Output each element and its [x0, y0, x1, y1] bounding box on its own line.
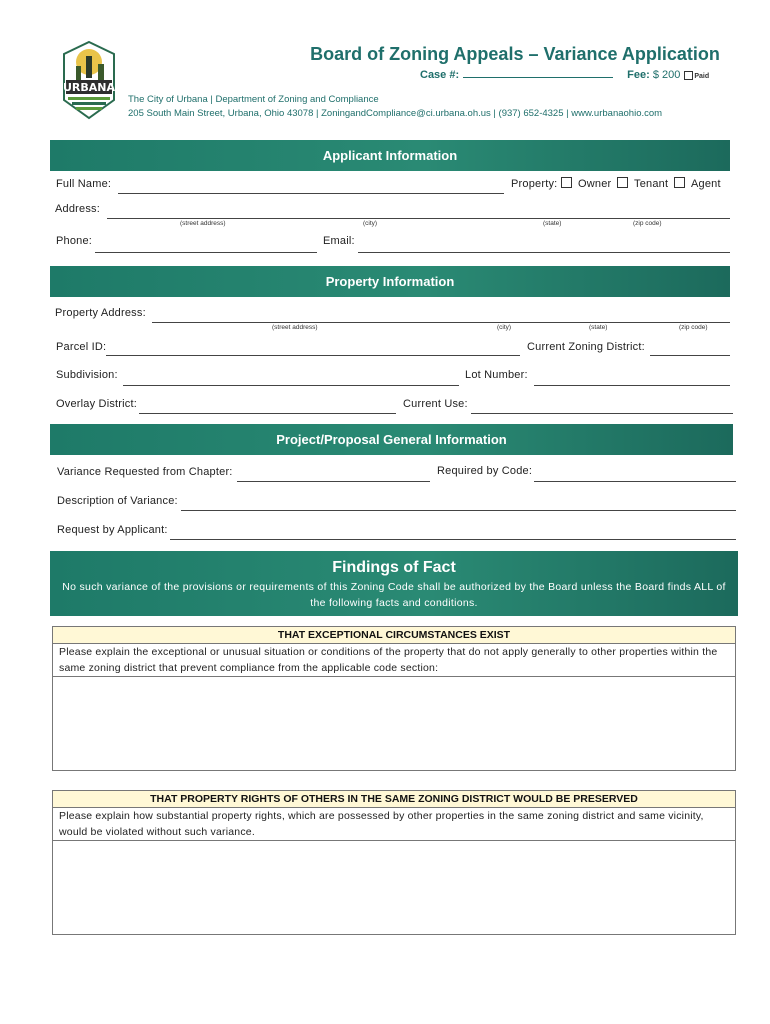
findings-intro: No such variance of the provisions or requirements of this Zoning Code shall be authorized by the Board unless the Board finds ALL of the following facts and conditions. — [62, 581, 726, 609]
paid-label: Paid — [694, 73, 710, 80]
current-use-field[interactable] — [471, 413, 733, 414]
request-label: Request by Applicant: — [57, 524, 168, 536]
fee-label: Fee: — [627, 69, 650, 81]
variance-chapter-field[interactable] — [237, 481, 430, 482]
property-rights-prompt: Please explain how substantial property rights, which are possessed by other properties in the same zoning district and same vicinity, would be violated without such variance. — [53, 808, 735, 841]
case-number-field[interactable] — [463, 68, 613, 78]
required-by-code-field[interactable] — [534, 481, 736, 482]
current-use-label: Current Use: — [403, 398, 468, 410]
parcel-id-label: Parcel ID: — [56, 341, 107, 353]
exceptional-circumstances-answer[interactable] — [53, 677, 735, 771]
org-line: The City of Urbana | Department of Zoning and Compliance — [128, 94, 379, 105]
request-field[interactable] — [170, 539, 736, 540]
email-field[interactable] — [358, 252, 730, 253]
exceptional-circumstances-box — [52, 626, 736, 771]
lot-number-label: Lot Number: — [465, 369, 528, 381]
exceptional-circumstances-prompt: Please explain the exceptional or unusual situation or conditions of the property that do not apply generally to other properties within the same zoning district that prevent compliance from the applicable code section: — [53, 644, 735, 677]
variance-chapter-label: Variance Requested from Chapter: — [57, 466, 233, 478]
property-state-hint: (state) — [589, 324, 608, 331]
fee-value: $ 200 — [652, 69, 681, 81]
property-address-field[interactable] — [152, 322, 730, 323]
project-section-heading: Project/Proposal General Information — [50, 424, 733, 455]
zoning-district-label: Current Zoning District: — [527, 341, 645, 353]
full-name-label: Full Name: — [56, 178, 112, 190]
paid-checkbox[interactable] — [684, 71, 693, 80]
form-title: Board of Zoning Appeals – Variance Application — [310, 44, 720, 64]
city-logo — [58, 40, 120, 120]
address-field[interactable] — [107, 218, 730, 219]
overlay-district-label: Overlay District: — [56, 398, 138, 410]
property-address-label: Property Address: — [55, 307, 146, 319]
zip-hint: (zip code) — [633, 220, 662, 227]
state-hint: (state) — [543, 220, 562, 227]
address-label: Address: — [55, 203, 101, 215]
city-hint: (city) — [363, 220, 378, 227]
case-fee-row — [420, 68, 709, 81]
property-label: Property: — [511, 178, 558, 190]
variance-description-field[interactable] — [181, 510, 736, 511]
phone-label: Phone: — [56, 235, 93, 247]
property-zip-hint: (zip code) — [679, 324, 708, 331]
variance-description-label: Description of Variance: — [57, 495, 178, 507]
owner-label: Owner — [578, 178, 612, 190]
phone-field[interactable] — [95, 252, 317, 253]
exceptional-circumstances-title: THAT EXCEPTIONAL CIRCUMSTANCES EXIST — [53, 627, 735, 644]
lot-number-field[interactable] — [534, 385, 730, 386]
svg-text:URBANA: URBANA — [62, 81, 116, 94]
agent-checkbox[interactable] — [674, 177, 685, 188]
agent-label: Agent — [691, 178, 721, 190]
findings-heading: Findings of Fact — [332, 559, 456, 576]
full-name-field[interactable] — [118, 193, 504, 194]
property-rights-title: THAT PROPERTY RIGHTS OF OTHERS IN THE SAME ZONING DISTRICT WOULD BE PRESERVED — [53, 791, 735, 808]
subdivision-label: Subdivision: — [56, 369, 118, 381]
applicant-section-heading: Applicant Information — [50, 140, 730, 171]
findings-banner — [50, 551, 738, 616]
property-rights-box — [52, 790, 736, 935]
subdivision-field[interactable] — [123, 385, 459, 386]
tenant-label: Tenant — [634, 178, 669, 190]
property-section-heading: Property Information — [50, 266, 730, 297]
property-street-hint: (street address) — [272, 324, 318, 331]
zoning-district-field[interactable] — [650, 355, 730, 356]
property-rights-answer[interactable] — [53, 841, 735, 935]
required-by-code-label: Required by Code: — [437, 465, 533, 477]
parcel-id-field[interactable] — [106, 355, 520, 356]
email-label: Email: — [323, 235, 355, 247]
contact-line: 205 South Main Street, Urbana, Ohio 43078 | ZoningandCompliance@ci.urbana.oh.us | (937) 652-4325 | www.urbanaohio.com — [128, 108, 663, 119]
street-hint: (street address) — [180, 220, 226, 227]
overlay-district-field[interactable] — [139, 413, 396, 414]
tenant-checkbox[interactable] — [617, 177, 628, 188]
owner-checkbox[interactable] — [561, 177, 572, 188]
case-label: Case #: — [420, 69, 460, 81]
property-city-hint: (city) — [497, 324, 512, 331]
